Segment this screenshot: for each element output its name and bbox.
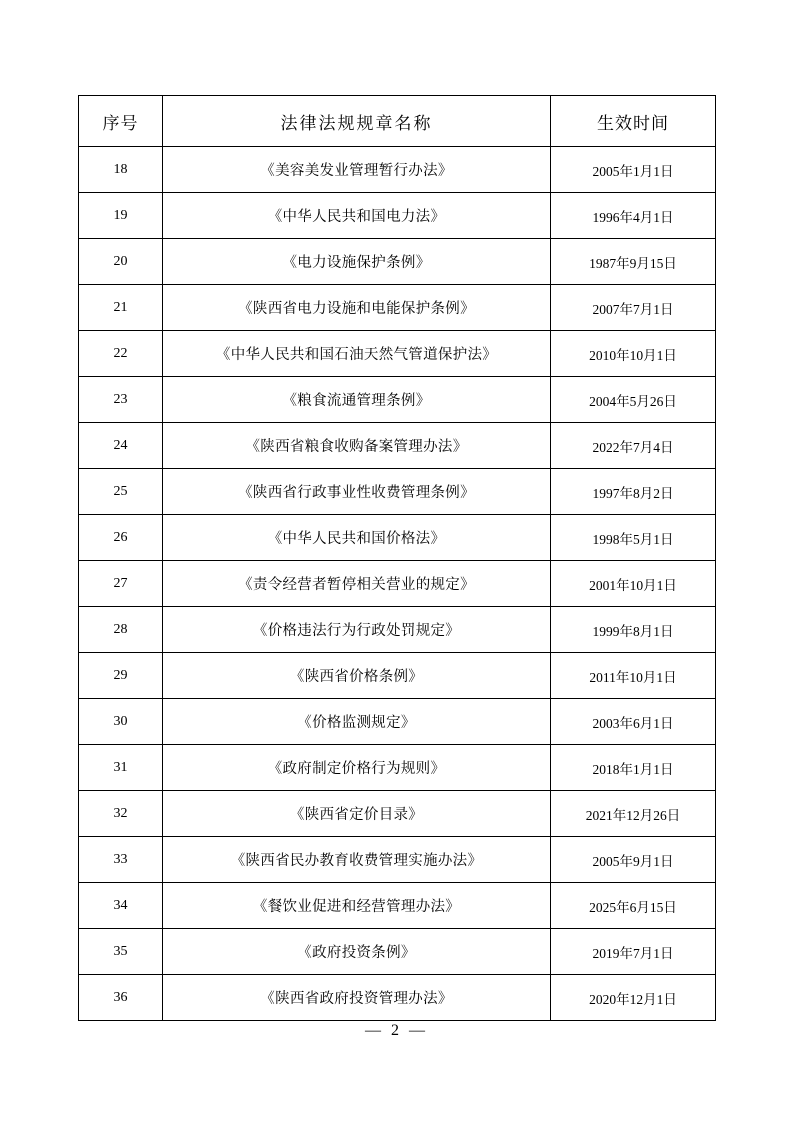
cell-sequence-number: 24 bbox=[79, 423, 163, 469]
cell-sequence-number: 34 bbox=[79, 883, 163, 929]
cell-effective-date: 1999年8月1日 bbox=[551, 607, 716, 653]
cell-sequence-number: 32 bbox=[79, 791, 163, 837]
cell-regulation-name: 《中华人民共和国价格法》 bbox=[163, 515, 551, 561]
cell-effective-date: 2019年7月1日 bbox=[551, 929, 716, 975]
column-header-生效时间: 生效时间 bbox=[551, 96, 716, 147]
table-row bbox=[79, 331, 716, 377]
cell-sequence-number: 22 bbox=[79, 331, 163, 377]
law-regulation-table bbox=[78, 95, 716, 1021]
cell-effective-date: 2003年6月1日 bbox=[551, 699, 716, 745]
cell-effective-date: 2020年12月1日 bbox=[551, 975, 716, 1021]
table-row bbox=[79, 883, 716, 929]
cell-effective-date: 2018年1月1日 bbox=[551, 745, 716, 791]
table-row bbox=[79, 515, 716, 561]
cell-effective-date: 1996年4月1日 bbox=[551, 193, 716, 239]
cell-regulation-name: 《中华人民共和国电力法》 bbox=[163, 193, 551, 239]
table-row bbox=[79, 607, 716, 653]
cell-sequence-number: 31 bbox=[79, 745, 163, 791]
cell-regulation-name: 《陕西省政府投资管理办法》 bbox=[163, 975, 551, 1021]
table-row bbox=[79, 423, 716, 469]
cell-regulation-name: 《陕西省定价目录》 bbox=[163, 791, 551, 837]
cell-sequence-number: 20 bbox=[79, 239, 163, 285]
cell-sequence-number: 18 bbox=[79, 147, 163, 193]
cell-effective-date: 2005年1月1日 bbox=[551, 147, 716, 193]
table-row bbox=[79, 193, 716, 239]
cell-effective-date: 2005年9月1日 bbox=[551, 837, 716, 883]
cell-effective-date: 2021年12月26日 bbox=[551, 791, 716, 837]
table-row bbox=[79, 239, 716, 285]
cell-sequence-number: 29 bbox=[79, 653, 163, 699]
cell-regulation-name: 《陕西省电力设施和电能保护条例》 bbox=[163, 285, 551, 331]
cell-regulation-name: 《陕西省行政事业性收费管理条例》 bbox=[163, 469, 551, 515]
cell-regulation-name: 《陕西省价格条例》 bbox=[163, 653, 551, 699]
table-row bbox=[79, 377, 716, 423]
cell-regulation-name: 《陕西省民办教育收费管理实施办法》 bbox=[163, 837, 551, 883]
table-row bbox=[79, 653, 716, 699]
cell-effective-date: 2007年7月1日 bbox=[551, 285, 716, 331]
law-regulation-table-container bbox=[78, 95, 715, 1021]
cell-effective-date: 1997年8月2日 bbox=[551, 469, 716, 515]
table-row bbox=[79, 745, 716, 791]
cell-effective-date: 2001年10月1日 bbox=[551, 561, 716, 607]
cell-sequence-number: 33 bbox=[79, 837, 163, 883]
cell-regulation-name: 《政府制定价格行为规则》 bbox=[163, 745, 551, 791]
cell-effective-date: 2025年6月15日 bbox=[551, 883, 716, 929]
cell-regulation-name: 《粮食流通管理条例》 bbox=[163, 377, 551, 423]
page-number: — 2 — bbox=[365, 1022, 428, 1039]
cell-effective-date: 2011年10月1日 bbox=[551, 653, 716, 699]
cell-sequence-number: 27 bbox=[79, 561, 163, 607]
cell-regulation-name: 《餐饮业促进和经营管理办法》 bbox=[163, 883, 551, 929]
cell-regulation-name: 《中华人民共和国石油天然气管道保护法》 bbox=[163, 331, 551, 377]
cell-sequence-number: 19 bbox=[79, 193, 163, 239]
cell-sequence-number: 36 bbox=[79, 975, 163, 1021]
cell-sequence-number: 26 bbox=[79, 515, 163, 561]
table-row bbox=[79, 285, 716, 331]
cell-sequence-number: 35 bbox=[79, 929, 163, 975]
cell-effective-date: 1987年9月15日 bbox=[551, 239, 716, 285]
column-header-法律法规规章名称: 法律法规规章名称 bbox=[163, 96, 551, 147]
table-row bbox=[79, 561, 716, 607]
cell-regulation-name: 《政府投资条例》 bbox=[163, 929, 551, 975]
table-row bbox=[79, 837, 716, 883]
cell-regulation-name: 《价格违法行为行政处罚规定》 bbox=[163, 607, 551, 653]
cell-sequence-number: 23 bbox=[79, 377, 163, 423]
table-header bbox=[79, 96, 716, 147]
table-row bbox=[79, 699, 716, 745]
table-header-row bbox=[79, 96, 716, 147]
table-row bbox=[79, 147, 716, 193]
table-body bbox=[79, 147, 716, 1021]
cell-regulation-name: 《责令经营者暂停相关营业的规定》 bbox=[163, 561, 551, 607]
cell-regulation-name: 《电力设施保护条例》 bbox=[163, 239, 551, 285]
table-row bbox=[79, 975, 716, 1021]
table-row bbox=[79, 791, 716, 837]
cell-effective-date: 2022年7月4日 bbox=[551, 423, 716, 469]
cell-sequence-number: 25 bbox=[79, 469, 163, 515]
cell-sequence-number: 30 bbox=[79, 699, 163, 745]
column-header-序号: 序号 bbox=[79, 96, 163, 147]
cell-sequence-number: 21 bbox=[79, 285, 163, 331]
cell-effective-date: 1998年5月1日 bbox=[551, 515, 716, 561]
table-row bbox=[79, 929, 716, 975]
cell-sequence-number: 28 bbox=[79, 607, 163, 653]
cell-effective-date: 2004年5月26日 bbox=[551, 377, 716, 423]
cell-regulation-name: 《美容美发业管理暂行办法》 bbox=[163, 147, 551, 193]
cell-effective-date: 2010年10月1日 bbox=[551, 331, 716, 377]
cell-regulation-name: 《价格监测规定》 bbox=[163, 699, 551, 745]
cell-regulation-name: 《陕西省粮食收购备案管理办法》 bbox=[163, 423, 551, 469]
table-row bbox=[79, 469, 716, 515]
